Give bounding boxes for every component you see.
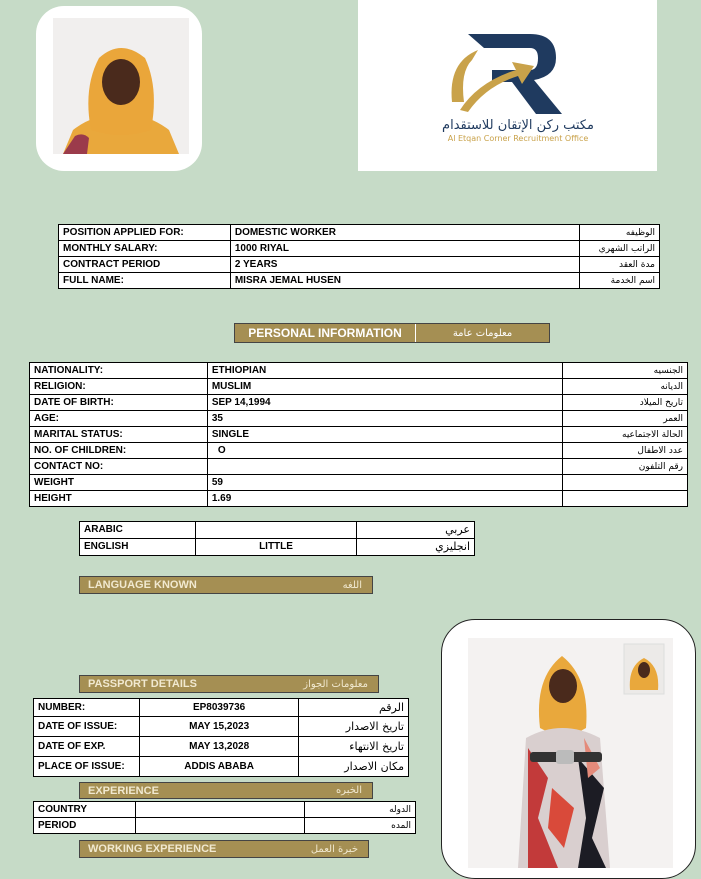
table-row — [34, 818, 416, 834]
passport-label-arabic: الرقم — [299, 699, 409, 717]
table-row — [34, 717, 409, 737]
passport-label: NUMBER: — [34, 699, 140, 717]
personal-value: SINGLE — [207, 427, 562, 443]
table-row — [59, 241, 660, 257]
company-logo-icon — [438, 22, 578, 122]
table-row — [30, 363, 688, 379]
full-body-photo — [468, 638, 673, 868]
personal-label: DATE OF BIRTH: — [30, 395, 208, 411]
job-label: POSITION APPLIED FOR: — [59, 225, 231, 241]
personal-info-table — [29, 362, 688, 507]
experience-title-arabic: الخبره — [335, 785, 362, 796]
experience-label-arabic: الدوله — [305, 802, 416, 818]
portrait-photo-frame — [36, 6, 202, 171]
company-name-arabic: مكتب ركن الإتقان للاستقدام — [442, 118, 594, 133]
table-row — [34, 737, 409, 757]
table-row — [34, 699, 409, 717]
personal-value: 59 — [207, 475, 562, 491]
job-details-table — [58, 224, 660, 289]
company-logo-box — [358, 0, 657, 171]
experience-label: COUNTRY — [34, 802, 136, 818]
job-value: MISRA JEMAL HUSEN — [230, 273, 579, 289]
personal-label-arabic: رقم التلفون — [563, 459, 688, 475]
job-label-arabic: الوظيفه — [580, 225, 660, 241]
experience-header — [79, 782, 373, 799]
company-name-english: Al Etqan Corner Recruitment Office — [447, 134, 589, 143]
job-label-arabic: اسم الخدمة — [580, 273, 660, 289]
job-label: CONTRACT PERIOD — [59, 257, 231, 273]
personal-info-title-arabic: معلومات عامة — [416, 324, 549, 342]
experience-title: EXPERIENCE — [88, 784, 159, 797]
passport-details-header — [79, 675, 379, 693]
passport-label: DATE OF ISSUE: — [34, 717, 140, 737]
personal-label-arabic — [563, 491, 688, 507]
passport-label-arabic: مكان الاصدار — [299, 757, 409, 777]
passport-label: PLACE OF ISSUE: — [34, 757, 140, 777]
personal-label: HEIGHT — [30, 491, 208, 507]
table-row — [30, 459, 688, 475]
personal-label: RELIGION: — [30, 379, 208, 395]
job-label: FULL NAME: — [59, 273, 231, 289]
language-known-title: LANGUAGE KNOWN — [88, 579, 197, 591]
job-label: MONTHLY SALARY: — [59, 241, 231, 257]
personal-label-arabic: عدد الاطفال — [563, 443, 688, 459]
table-row — [30, 395, 688, 411]
experience-label-arabic: المده — [305, 818, 416, 834]
personal-value: MUSLIM — [207, 379, 562, 395]
personal-value: O — [207, 443, 562, 459]
passport-details-title: PASSPORT DETAILS — [88, 678, 197, 690]
working-experience-title-arabic: خبرة العمل — [310, 843, 358, 855]
table-row — [30, 475, 688, 491]
table-row — [59, 273, 660, 289]
experience-table — [33, 801, 416, 834]
passport-value: EP8039736 — [139, 699, 298, 717]
passport-label-arabic: تاريخ الانتهاء — [299, 737, 409, 757]
job-label-arabic: الراتب الشهري — [580, 241, 660, 257]
personal-label: CONTACT NO: — [30, 459, 208, 475]
language-name-arabic: انجليزي — [357, 539, 475, 556]
language-level — [195, 522, 357, 539]
language-known-title-arabic: اللغه — [342, 579, 362, 591]
personal-label: NO. OF CHILDREN: — [30, 443, 208, 459]
experience-value — [135, 818, 304, 834]
job-value: DOMESTIC WORKER — [230, 225, 579, 241]
passport-value: MAY 15,2023 — [139, 717, 298, 737]
table-row — [30, 427, 688, 443]
personal-label: MARITAL STATUS: — [30, 427, 208, 443]
table-row — [80, 539, 475, 556]
passport-label-arabic: تاريخ الاصدار — [299, 717, 409, 737]
working-experience-header — [79, 840, 369, 858]
passport-details-table — [33, 698, 409, 777]
personal-label: AGE: — [30, 411, 208, 427]
experience-value — [135, 802, 304, 818]
table-row — [30, 491, 688, 507]
personal-label-arabic: الجنسيه — [563, 363, 688, 379]
table-row — [34, 757, 409, 777]
passport-value: ADDIS ABABA — [139, 757, 298, 777]
table-row — [59, 225, 660, 241]
language-name: ENGLISH — [80, 539, 196, 556]
personal-info-title: PERSONAL INFORMATION — [235, 324, 416, 342]
personal-label-arabic: الحالة الاجتماعيه — [563, 427, 688, 443]
personal-label: WEIGHT — [30, 475, 208, 491]
personal-value — [207, 459, 562, 475]
personal-value: SEP 14,1994 — [207, 395, 562, 411]
table-row — [30, 411, 688, 427]
personal-value: ETHIOPIAN — [207, 363, 562, 379]
job-value: 1000 RIYAL — [230, 241, 579, 257]
personal-value: 35 — [207, 411, 562, 427]
passport-details-title-arabic: معلومات الجواز — [303, 678, 368, 690]
passport-value: MAY 13,2028 — [139, 737, 298, 757]
portrait-photo — [53, 18, 189, 154]
personal-label-arabic: تاريخ الميلاد — [563, 395, 688, 411]
table-row — [30, 379, 688, 395]
language-name-arabic: عربي — [357, 522, 475, 539]
languages-table — [79, 521, 475, 556]
table-row — [34, 802, 416, 818]
personal-info-header — [234, 323, 550, 343]
table-row — [30, 443, 688, 459]
table-row — [80, 522, 475, 539]
table-row — [59, 257, 660, 273]
personal-label-arabic: العمر — [563, 411, 688, 427]
full-body-photo-frame — [441, 619, 696, 879]
language-name: ARABIC — [80, 522, 196, 539]
experience-label: PERIOD — [34, 818, 136, 834]
passport-label: DATE OF EXP. — [34, 737, 140, 757]
personal-label: NATIONALITY: — [30, 363, 208, 379]
personal-value: 1.69 — [207, 491, 562, 507]
job-value: 2 YEARS — [230, 257, 579, 273]
language-level: LITTLE — [195, 539, 357, 556]
personal-label-arabic — [563, 475, 688, 491]
language-known-header — [79, 576, 373, 594]
working-experience-title: WORKING EXPERIENCE — [88, 843, 217, 855]
job-label-arabic: مدة العقد — [580, 257, 660, 273]
personal-label-arabic: الديانه — [563, 379, 688, 395]
